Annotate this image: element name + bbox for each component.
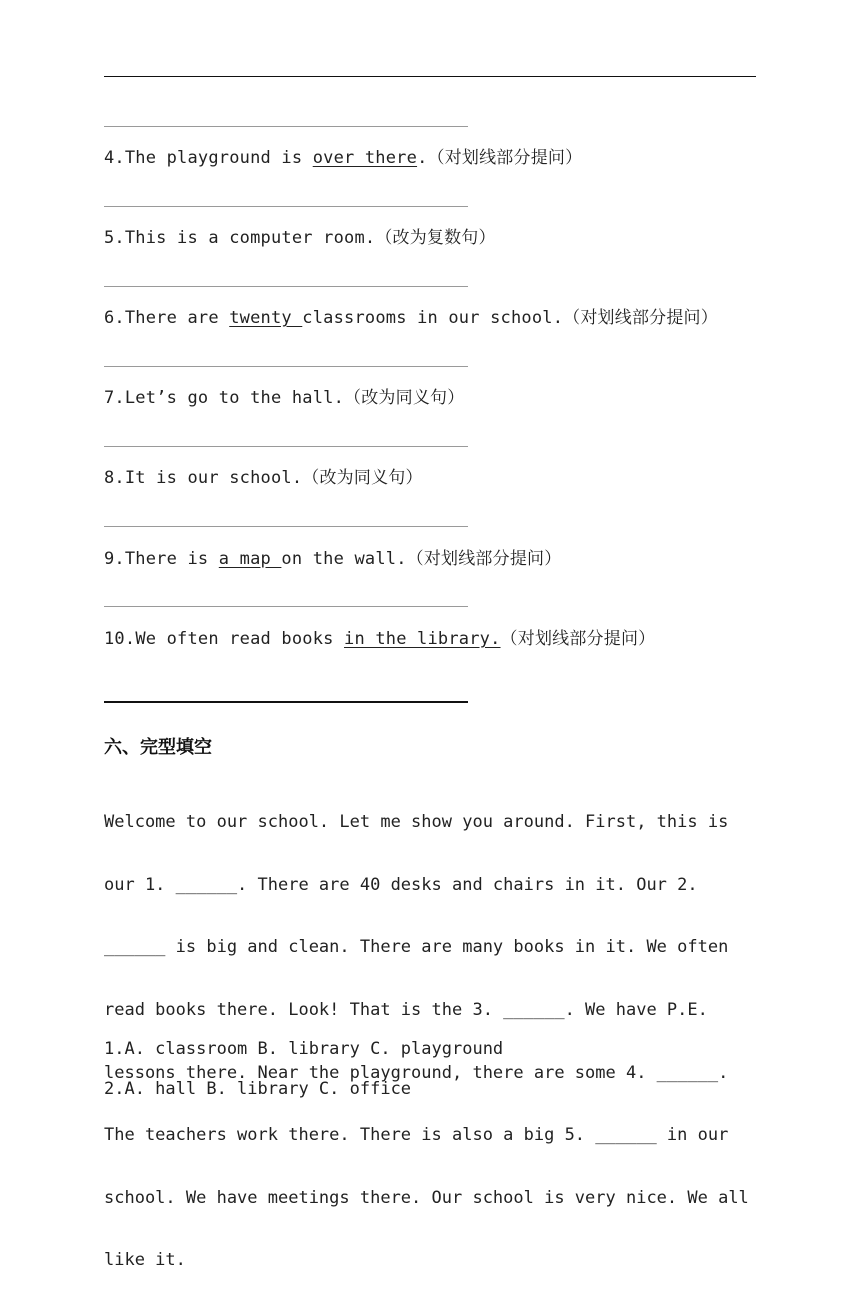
passage-line: school. We have meetings there. Our school is very nice. We all xyxy=(104,1187,749,1208)
question-4 xyxy=(104,147,582,169)
question-7 xyxy=(104,387,464,409)
question-6 xyxy=(104,307,718,329)
question-number: 9. xyxy=(104,549,125,569)
question-text-end: . xyxy=(417,148,428,168)
passage-line: The teachers work there. There is also a big 5. ______ in our xyxy=(104,1125,729,1146)
passage-line: read books there. Look! That is the 3. ______. We have P.E. xyxy=(104,1000,708,1021)
answer-line-9[interactable] xyxy=(104,606,468,607)
answer-line xyxy=(104,126,468,127)
question-9 xyxy=(104,548,561,570)
header-rule xyxy=(104,76,756,77)
question-5 xyxy=(104,227,496,249)
answer-line-7[interactable] xyxy=(104,446,468,447)
question-text-end: on the wall. xyxy=(281,549,407,569)
question-text: This is a computer room. xyxy=(124,228,376,248)
question-instruction: （对划线部分提问） xyxy=(427,148,583,168)
underlined-part: over there xyxy=(312,148,418,168)
option-line-1: 1.A. classroom B. library C. playground xyxy=(104,1039,504,1059)
question-8 xyxy=(104,467,423,489)
passage-line: our 1. ______. There are 40 desks and chairs in it. Our 2. xyxy=(104,874,698,895)
question-text: The playground is xyxy=(124,148,313,168)
question-text: We often read books xyxy=(135,629,345,649)
question-number: 8. xyxy=(104,468,125,488)
question-instruction: （对划线部分提问） xyxy=(406,549,562,569)
underlined-part: a map xyxy=(218,549,282,569)
passage-line: Welcome to our school. Let me show you around. First, this is xyxy=(104,812,729,833)
question-instruction: （改为同义句） xyxy=(344,388,465,408)
underlined-part: in the library. xyxy=(344,629,501,649)
question-text: There are xyxy=(124,308,230,328)
question-number: 10. xyxy=(104,629,136,649)
answer-line-4[interactable] xyxy=(104,206,468,207)
question-instruction: （对划线部分提问） xyxy=(500,629,656,649)
underlined-part: twenty xyxy=(229,308,303,328)
question-instruction: （改为同义句） xyxy=(302,468,423,488)
passage-line: lessons there. Near the playground, there are some 4. ______. xyxy=(104,1062,729,1083)
question-text: It is our school. xyxy=(124,468,303,488)
question-text-end: classrooms in our school. xyxy=(302,308,564,328)
option-line-2: 2.A. hall B. library C. office xyxy=(104,1079,412,1099)
question-instruction: （对划线部分提问） xyxy=(563,308,718,328)
question-number: 5. xyxy=(104,228,125,248)
answer-line-10[interactable] xyxy=(104,701,468,703)
question-number: 7. xyxy=(104,388,125,408)
question-10 xyxy=(104,628,655,650)
question-instruction: （改为复数句） xyxy=(375,228,496,248)
question-text: There is xyxy=(124,549,219,569)
question-number: 6. xyxy=(104,308,125,328)
answer-line-6[interactable] xyxy=(104,366,468,367)
passage-line: ______ is big and clean. There are many books in it. We often xyxy=(104,937,729,958)
answer-line-5[interactable] xyxy=(104,286,468,287)
section-title: 六、完型填空 xyxy=(104,737,212,758)
question-text: Let’s go to the hall. xyxy=(124,388,345,408)
answer-line-8[interactable] xyxy=(104,526,468,527)
question-number: 4. xyxy=(104,148,125,168)
passage-line: like it. xyxy=(104,1250,186,1271)
